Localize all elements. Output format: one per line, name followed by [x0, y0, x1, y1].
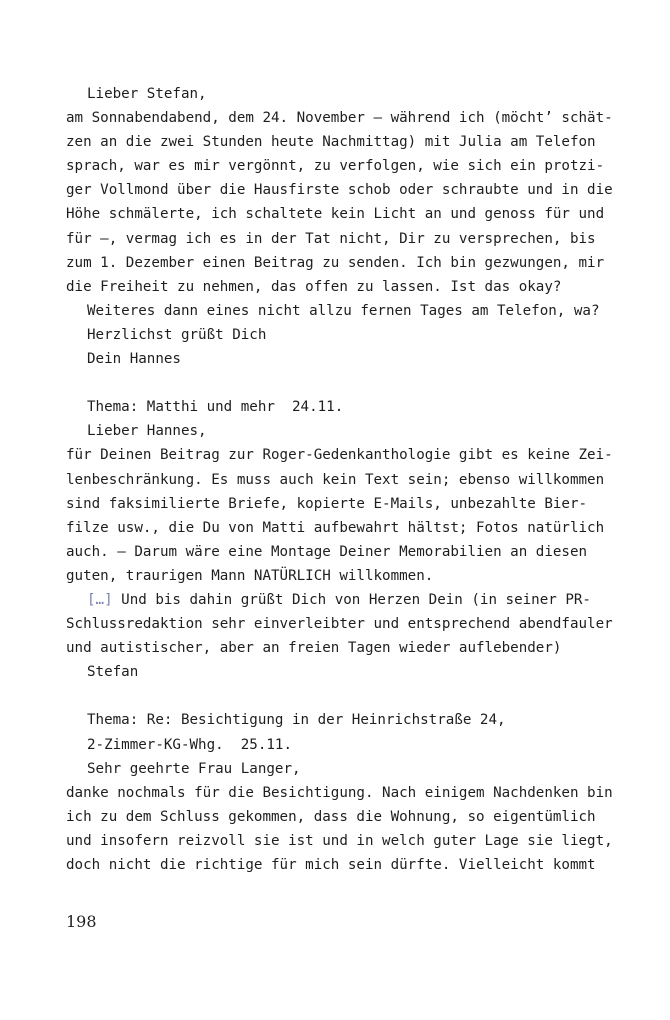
letter2-continuation-text: Und bis dahin grüßt Dich von Herzen Dein (in seiner PR- [112, 591, 591, 608]
paragraph-gap [66, 684, 614, 708]
letter1-signature: Dein Hannes [87, 351, 181, 368]
letter3-subject: Thema: Re: Besichtigung in der Heinrichstraße 24, [87, 712, 506, 729]
letter1-body-line: zum 1. Dezember einen Beitrag zu senden. Ich bin gezwungen, mir [66, 254, 605, 271]
letter2-continuation-line [66, 588, 614, 612]
letter2-continuation-line: Schlussredaktion sehr einverleibter und entsprechend abendfauler [66, 616, 613, 633]
letter2-signature: Stefan [87, 664, 139, 681]
letter1-body-line: sprach, war es mir vergönnt, zu verfolgen, wie sich ein protzi- [66, 158, 605, 175]
letter2-body-line: guten, traurigen Mann NATÜRLICH willkommen. [66, 567, 434, 584]
letter3-body-line: doch nicht die richtige für mich sein dürfte. Vielleicht kommt [66, 857, 596, 873]
letter2-body-line: auch. – Darum wäre eine Montage Deiner Memorabilien an diesen [66, 543, 588, 560]
letter1-body-line: zen an die zwei Stunden heute Nachmittag) mit Julia am Telefon [66, 134, 596, 151]
letter2-salutation: Lieber Hannes, [87, 423, 207, 440]
letter2-body-line: für Deinen Beitrag zur Roger-Gedenkanthologie gibt es keine Zei- [66, 447, 613, 464]
letter1-body-line: für –, vermag ich es in der Tat nicht, Dir zu versprechen, bis [66, 230, 596, 247]
letter1-salutation: Lieber Stefan, [87, 86, 207, 102]
page-number: 198 [66, 912, 97, 931]
letter3-body-line: ich zu dem Schluss gekommen, dass die Wohnung, so eigentümlich [66, 808, 596, 825]
paragraph-gap [66, 371, 614, 395]
letter2-body-line: sind faksimilierte Briefe, kopierte E-Mails, unbezahlte Bier- [66, 495, 588, 512]
letter2-body-line: filze usw., die Du von Matti aufbewahrt hältst; Fotos natürlich [66, 519, 605, 536]
letter1-body-line: ger Vollmond über die Hausfirste schob oder schraubte und in die [66, 182, 613, 199]
letter3-subject: 2-Zimmer-KG-Whg. 25.11. [87, 736, 292, 753]
page-text [66, 82, 614, 877]
letter3-body-line: und insofern reizvoll sie ist und in welch guter Lage sie liegt, [66, 832, 613, 849]
letter1-body-line: die Freiheit zu nehmen, das offen zu lassen. Ist das okay? [66, 278, 562, 295]
letter1-closing-line: Weiteres dann eines nicht allzu fernen Tages am Telefon, wa? [87, 302, 600, 319]
omission-marker: […] [87, 591, 113, 608]
letter3-salutation: Sehr geehrte Frau Langer, [87, 760, 301, 777]
letter1-body-line: am Sonnabendabend, dem 24. November – während ich (möcht’ schät- [66, 110, 613, 127]
letter2-continuation-line: und autistischer, aber an freien Tagen wieder auflebender) [66, 640, 562, 657]
letter1-closing-line: Herzlichst grüßt Dich [87, 326, 267, 343]
letter1-body-line: Höhe schmälerte, ich schaltete kein Licht an und genoss für und [66, 206, 605, 223]
letter2-body-line: lenbeschränkung. Es muss auch kein Text sein; ebenso willkommen [66, 471, 605, 488]
letter3-body-line: danke nochmals für die Besichtigung. Nach einigem Nachdenken bin [66, 784, 613, 801]
letter2-subject: Thema: Matthi und mehr 24.11. [87, 399, 344, 416]
